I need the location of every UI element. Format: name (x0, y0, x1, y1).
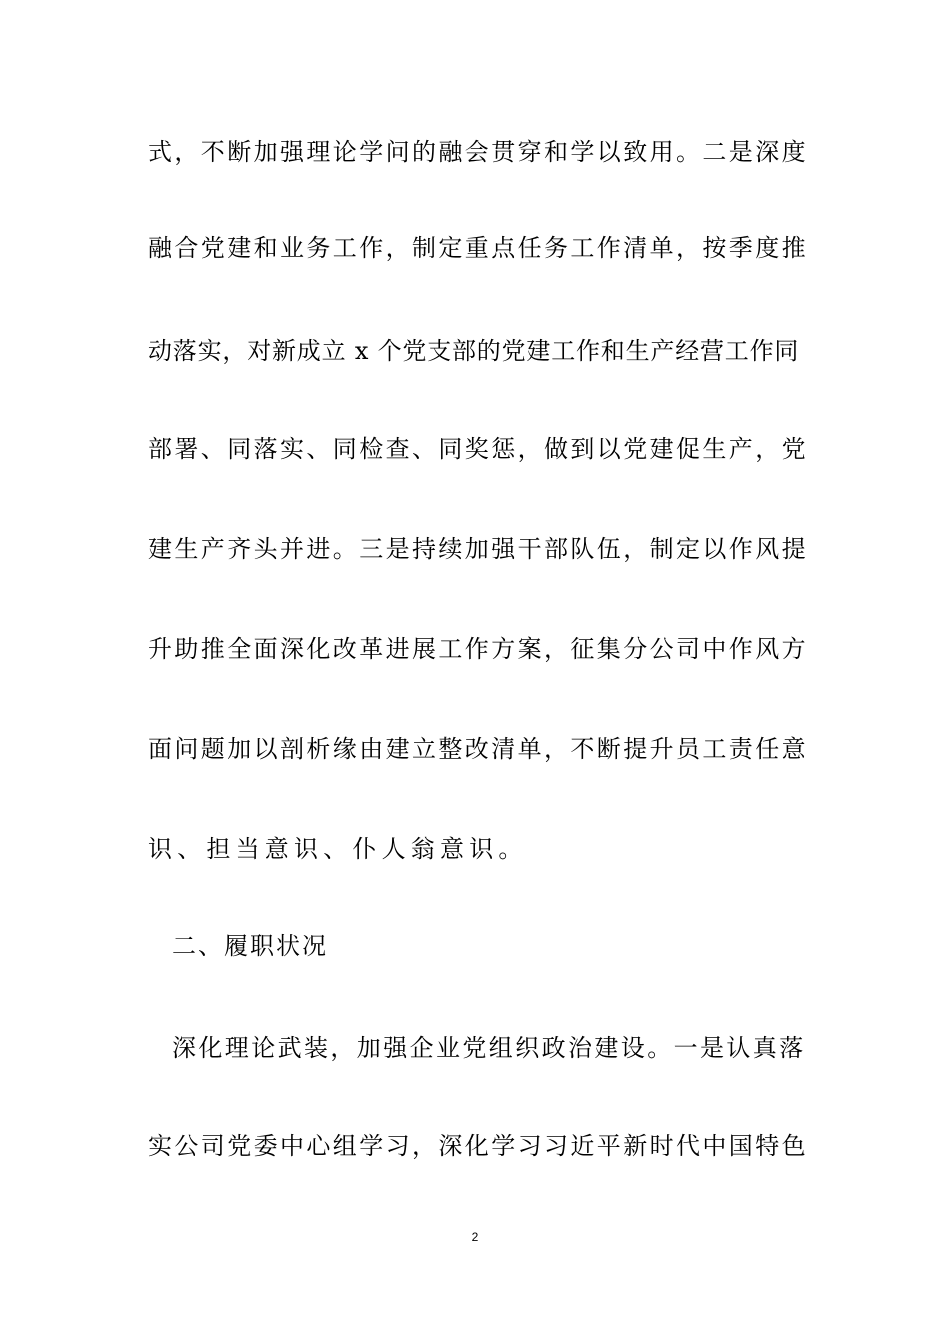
section-heading: 二、履职状况 (172, 932, 328, 960)
body-text-line: 式，不断加强理论学问的融会贯穿和学以致用。二是深度 (148, 138, 808, 166)
body-text-line: 深化理论武装，加强企业党组织政治建设。一是认真落 (172, 1034, 806, 1062)
body-text-line: 面问题加以剖析缘由建立整改清单，不断提升员工责任意 (148, 735, 808, 763)
body-text-line: 部署、同落实、同检查、同奖惩，做到以党建促生产，党 (148, 435, 808, 463)
body-text-line: 识、担当意识、仆人翁意识。 (148, 835, 528, 863)
body-text-line: 融合党建和业务工作，制定重点任务工作清单，按季度推 (148, 234, 808, 262)
body-text-line: 建生产齐头并进。三是持续加强干部队伍，制定以作风提 (148, 535, 808, 563)
body-text-line: 实公司党委中心组学习，深化学习习近平新时代中国特色 (148, 1132, 808, 1160)
body-text-line: 升助推全面深化改革进展工作方案，征集分公司中作风方 (148, 635, 808, 663)
body-text-line: 动落实，对新成立 x 个党支部的党建工作和生产经营工作同 (148, 337, 800, 365)
page-number: 2 (471, 1230, 479, 1244)
